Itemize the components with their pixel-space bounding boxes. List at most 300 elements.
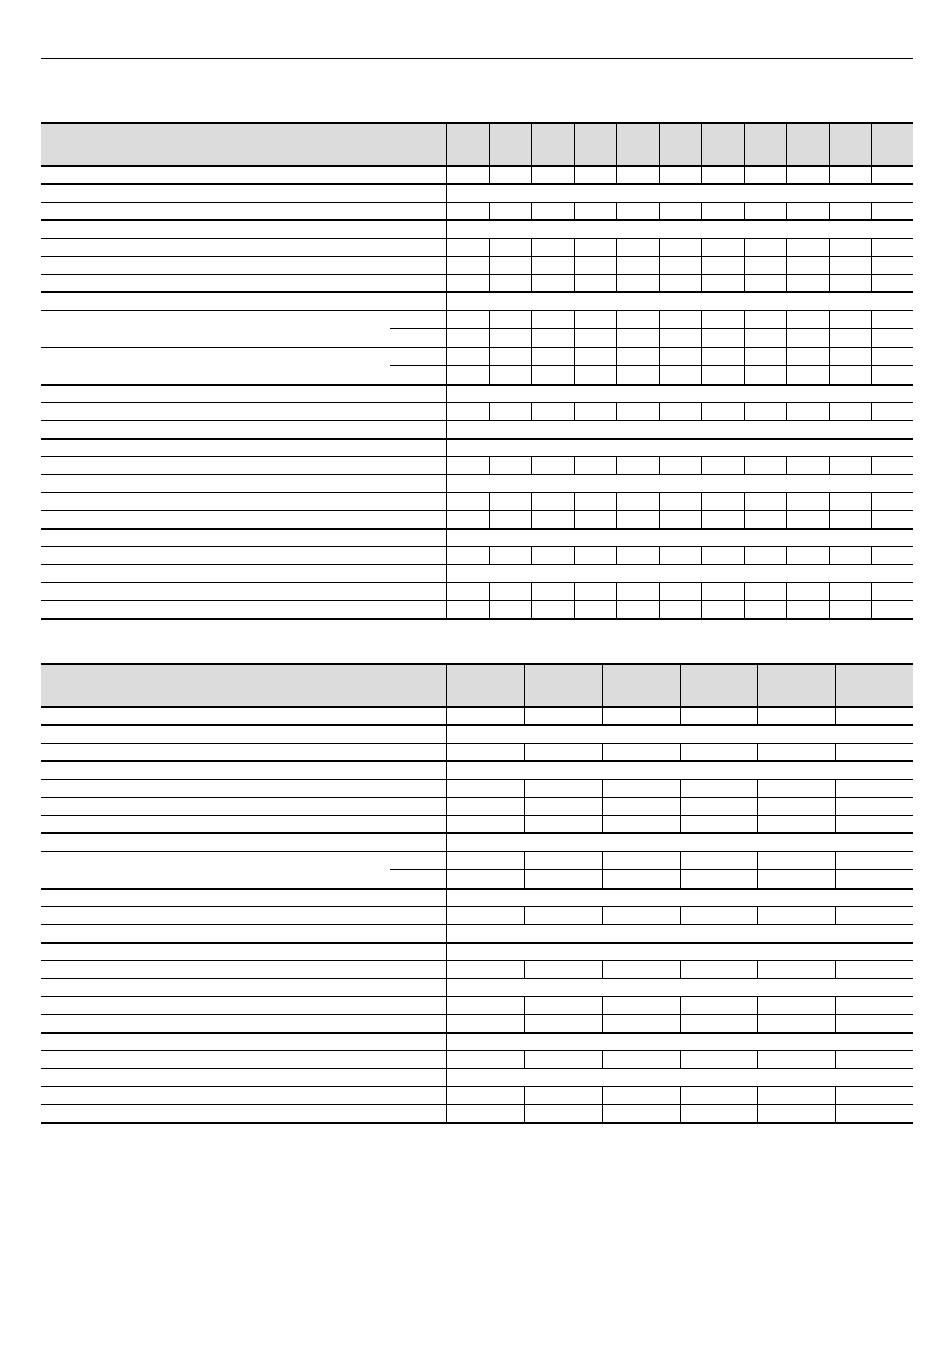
value-cell [602,815,680,833]
value-cell [524,851,602,870]
table-row [41,1051,913,1069]
value-cell [757,779,835,797]
value-cell [574,274,616,292]
table-row [41,889,913,907]
row-label-cell [41,1015,446,1033]
value-cell [835,1051,913,1069]
table-row [41,1069,913,1087]
value-cell [829,601,871,619]
row-label-cell [41,833,446,851]
table-row [41,493,913,511]
value-cell [680,1051,757,1069]
row-label-cell [41,475,446,493]
value-cell [701,366,744,385]
value-cell [446,870,524,889]
header-column-cell [757,664,835,707]
value-cell [524,997,602,1015]
value-cell [616,457,659,475]
value-cell [680,907,757,925]
value-cell [829,238,871,256]
value-cell [524,743,602,761]
value-cell [616,366,659,385]
table-row [41,815,913,833]
value-cell [524,815,602,833]
spec-table-top [41,122,913,620]
value-cell [757,1087,835,1105]
value-cell [835,1087,913,1105]
value-cell [489,583,531,601]
value-cell [744,329,786,348]
row-label-cell [41,707,446,725]
row-label-cell [41,797,446,815]
value-cell [616,329,659,348]
table-row [41,907,913,925]
value-cell [871,347,913,366]
row-label-cell [41,256,446,274]
section-span-cell [446,565,913,583]
table-row [41,238,913,256]
row-label-cell [41,347,446,385]
table-header-row [41,123,913,166]
table-row [41,743,913,761]
header-column-cell [680,664,757,707]
value-cell [744,238,786,256]
value-cell [616,547,659,565]
row-label-cell [41,511,446,529]
header-column-cell [835,664,913,707]
value-cell [786,366,829,385]
table-row [41,925,913,943]
value-cell [701,583,744,601]
value-cell [602,961,680,979]
value-cell [757,961,835,979]
value-cell [531,310,574,329]
value-cell [757,797,835,815]
table-row [41,979,913,997]
value-cell [701,166,744,184]
value-cell [489,457,531,475]
sub-row-divider [390,328,446,329]
value-cell [829,403,871,421]
row-label-cell [41,779,446,797]
value-cell [616,166,659,184]
header-column-cell [786,123,829,166]
value-cell [786,403,829,421]
value-cell [531,601,574,619]
value-cell [701,310,744,329]
value-cell [446,403,489,421]
value-cell [574,310,616,329]
value-cell [446,961,524,979]
header-column-cell [616,123,659,166]
row-label-cell [41,979,446,997]
value-cell [531,347,574,366]
row-label-cell [41,547,446,565]
value-cell [616,493,659,511]
value-cell [446,256,489,274]
value-cell [602,1015,680,1033]
value-cell [659,457,701,475]
value-cell [524,961,602,979]
value-cell [574,347,616,366]
value-cell [835,961,913,979]
value-cell [616,310,659,329]
value-cell [829,583,871,601]
value-cell [659,547,701,565]
table-row [41,529,913,547]
value-cell [744,274,786,292]
table-row [41,457,913,475]
header-label-cell [41,123,446,166]
table-row [41,833,913,851]
value-cell [574,238,616,256]
value-cell [871,238,913,256]
value-cell [701,274,744,292]
table-row [41,961,913,979]
value-cell [829,366,871,385]
value-cell [871,601,913,619]
header-column-cell [489,123,531,166]
row-label-cell [41,421,446,439]
row-label-cell [41,238,446,256]
row-label-cell [41,907,446,925]
table-row [41,601,913,619]
value-cell [524,779,602,797]
header-column-cell [829,123,871,166]
value-cell [446,815,524,833]
row-label-cell [41,274,446,292]
value-cell [489,601,531,619]
value-cell [446,366,489,385]
value-cell [524,1051,602,1069]
table-row [41,403,913,421]
value-cell [446,601,489,619]
value-cell [680,851,757,870]
row-label-cell [41,583,446,601]
value-cell [701,601,744,619]
value-cell [757,870,835,889]
value-cell [659,166,701,184]
value-cell [871,166,913,184]
value-cell [659,601,701,619]
value-cell [602,707,680,725]
value-cell [786,601,829,619]
header-column-cell [871,123,913,166]
value-cell [446,347,489,366]
value-cell [446,511,489,529]
table-row [41,797,913,815]
row-label-cell [41,1087,446,1105]
value-cell [489,238,531,256]
table-row [41,439,913,457]
section-span-cell [446,1033,913,1051]
sub-row-divider [390,869,446,870]
row-label-cell [41,925,446,943]
value-cell [489,511,531,529]
value-cell [489,202,531,220]
table-row [41,943,913,961]
value-cell [574,457,616,475]
value-cell [829,511,871,529]
value-cell [574,601,616,619]
row-label-cell [41,565,446,583]
value-cell [446,238,489,256]
value-cell [659,493,701,511]
row-label-cell [41,310,446,347]
section-span-cell [446,761,913,779]
value-cell [701,256,744,274]
value-cell [680,743,757,761]
table-row [41,1105,913,1123]
value-cell [680,961,757,979]
row-label-cell [41,403,446,421]
value-cell [659,511,701,529]
table-row [41,761,913,779]
value-cell [786,511,829,529]
value-cell [871,583,913,601]
table-row [41,547,913,565]
value-cell [489,256,531,274]
value-cell [871,274,913,292]
value-cell [659,274,701,292]
value-cell [744,366,786,385]
value-cell [744,347,786,366]
row-label-cell [41,1033,446,1051]
value-cell [744,457,786,475]
value-cell [744,601,786,619]
value-cell [489,329,531,348]
value-cell [531,366,574,385]
value-cell [701,202,744,220]
section-span-cell [446,184,913,202]
section-span-cell [446,220,913,238]
table-row [41,1087,913,1105]
section-span-cell [446,943,913,961]
value-cell [446,1105,524,1123]
value-cell [489,347,531,366]
value-cell [680,815,757,833]
value-cell [446,743,524,761]
value-cell [659,256,701,274]
table-row [41,202,913,220]
table-row [41,779,913,797]
section-span-cell [446,529,913,547]
value-cell [446,1087,524,1105]
value-cell [659,202,701,220]
value-cell [757,743,835,761]
value-cell [829,347,871,366]
header-column-cell [446,123,489,166]
section-span-cell [446,421,913,439]
table-row [41,292,913,310]
value-cell [531,329,574,348]
section-span-cell [446,1069,913,1087]
header-column-cell [701,123,744,166]
value-cell [489,274,531,292]
section-span-cell [446,833,913,851]
row-label-cell [41,601,446,619]
value-cell [531,166,574,184]
header-column-cell [744,123,786,166]
value-cell [701,547,744,565]
row-label-cell [41,889,446,907]
value-cell [701,403,744,421]
value-cell [701,329,744,348]
value-cell [829,166,871,184]
value-cell [835,907,913,925]
value-cell [835,1105,913,1123]
value-cell [524,1087,602,1105]
row-label-cell [41,1069,446,1087]
value-cell [524,797,602,815]
value-cell [829,329,871,348]
value-cell [531,511,574,529]
table-row [41,184,913,202]
value-cell [835,707,913,725]
value-cell [531,583,574,601]
row-label-cell [41,761,446,779]
value-cell [446,851,524,870]
value-cell [524,870,602,889]
value-cell [616,511,659,529]
value-cell [446,166,489,184]
row-label-cell [41,439,446,457]
row-label-cell [41,725,446,743]
row-label-cell [41,493,446,511]
table-row [41,1015,913,1033]
row-label-cell [41,743,446,761]
value-cell [680,797,757,815]
value-cell [680,779,757,797]
value-cell [871,202,913,220]
table-row [41,565,913,583]
row-label-cell [41,292,446,310]
section-span-cell [446,725,913,743]
value-cell [531,457,574,475]
value-cell [602,851,680,870]
value-cell [744,547,786,565]
value-cell [531,256,574,274]
value-cell [757,997,835,1015]
value-cell [574,366,616,385]
table-row [41,725,913,743]
value-cell [744,511,786,529]
header-rule [41,58,913,59]
value-cell [602,743,680,761]
value-cell [871,511,913,529]
value-cell [835,870,913,889]
value-cell [489,166,531,184]
sub-row-divider [390,365,446,366]
row-label-cell [41,529,446,547]
value-cell [616,347,659,366]
value-cell [871,547,913,565]
header-column-cell [602,664,680,707]
value-cell [744,493,786,511]
value-cell [701,457,744,475]
table-row [41,851,913,870]
value-cell [446,329,489,348]
value-cell [835,997,913,1015]
value-cell [871,366,913,385]
row-label-cell [41,457,446,475]
value-cell [616,403,659,421]
value-cell [786,238,829,256]
value-cell [574,256,616,274]
value-cell [446,274,489,292]
value-cell [602,779,680,797]
value-cell [829,256,871,274]
row-label-cell [41,220,446,238]
header-label-cell [41,664,446,707]
row-label-cell [41,961,446,979]
header-column-cell [574,123,616,166]
table-row [41,347,913,366]
value-cell [602,1051,680,1069]
value-cell [786,166,829,184]
table-row [41,583,913,601]
value-cell [659,329,701,348]
value-cell [744,310,786,329]
value-cell [835,797,913,815]
value-cell [744,403,786,421]
value-cell [602,870,680,889]
value-cell [835,1015,913,1033]
value-cell [489,493,531,511]
value-cell [531,274,574,292]
value-cell [659,347,701,366]
value-cell [786,347,829,366]
value-cell [757,907,835,925]
value-cell [744,583,786,601]
value-cell [786,547,829,565]
row-label-cell [41,385,446,403]
value-cell [871,256,913,274]
section-span-cell [446,979,913,997]
value-cell [744,256,786,274]
row-label-cell [41,943,446,961]
value-cell [701,238,744,256]
value-cell [446,310,489,329]
value-cell [489,403,531,421]
value-cell [835,779,913,797]
value-cell [489,366,531,385]
value-cell [786,202,829,220]
value-cell [446,583,489,601]
value-cell [602,997,680,1015]
value-cell [659,403,701,421]
value-cell [786,493,829,511]
value-cell [744,166,786,184]
value-cell [786,329,829,348]
value-cell [616,238,659,256]
row-label-cell [41,815,446,833]
value-cell [835,743,913,761]
section-span-cell [446,292,913,310]
value-cell [835,815,913,833]
value-cell [680,1015,757,1033]
table-row [41,220,913,238]
value-cell [680,997,757,1015]
table-row [41,707,913,725]
value-cell [829,457,871,475]
row-label-cell [41,851,446,889]
header-column-cell [659,123,701,166]
value-cell [616,256,659,274]
table-row [41,274,913,292]
value-cell [489,547,531,565]
section-span-cell [446,889,913,907]
